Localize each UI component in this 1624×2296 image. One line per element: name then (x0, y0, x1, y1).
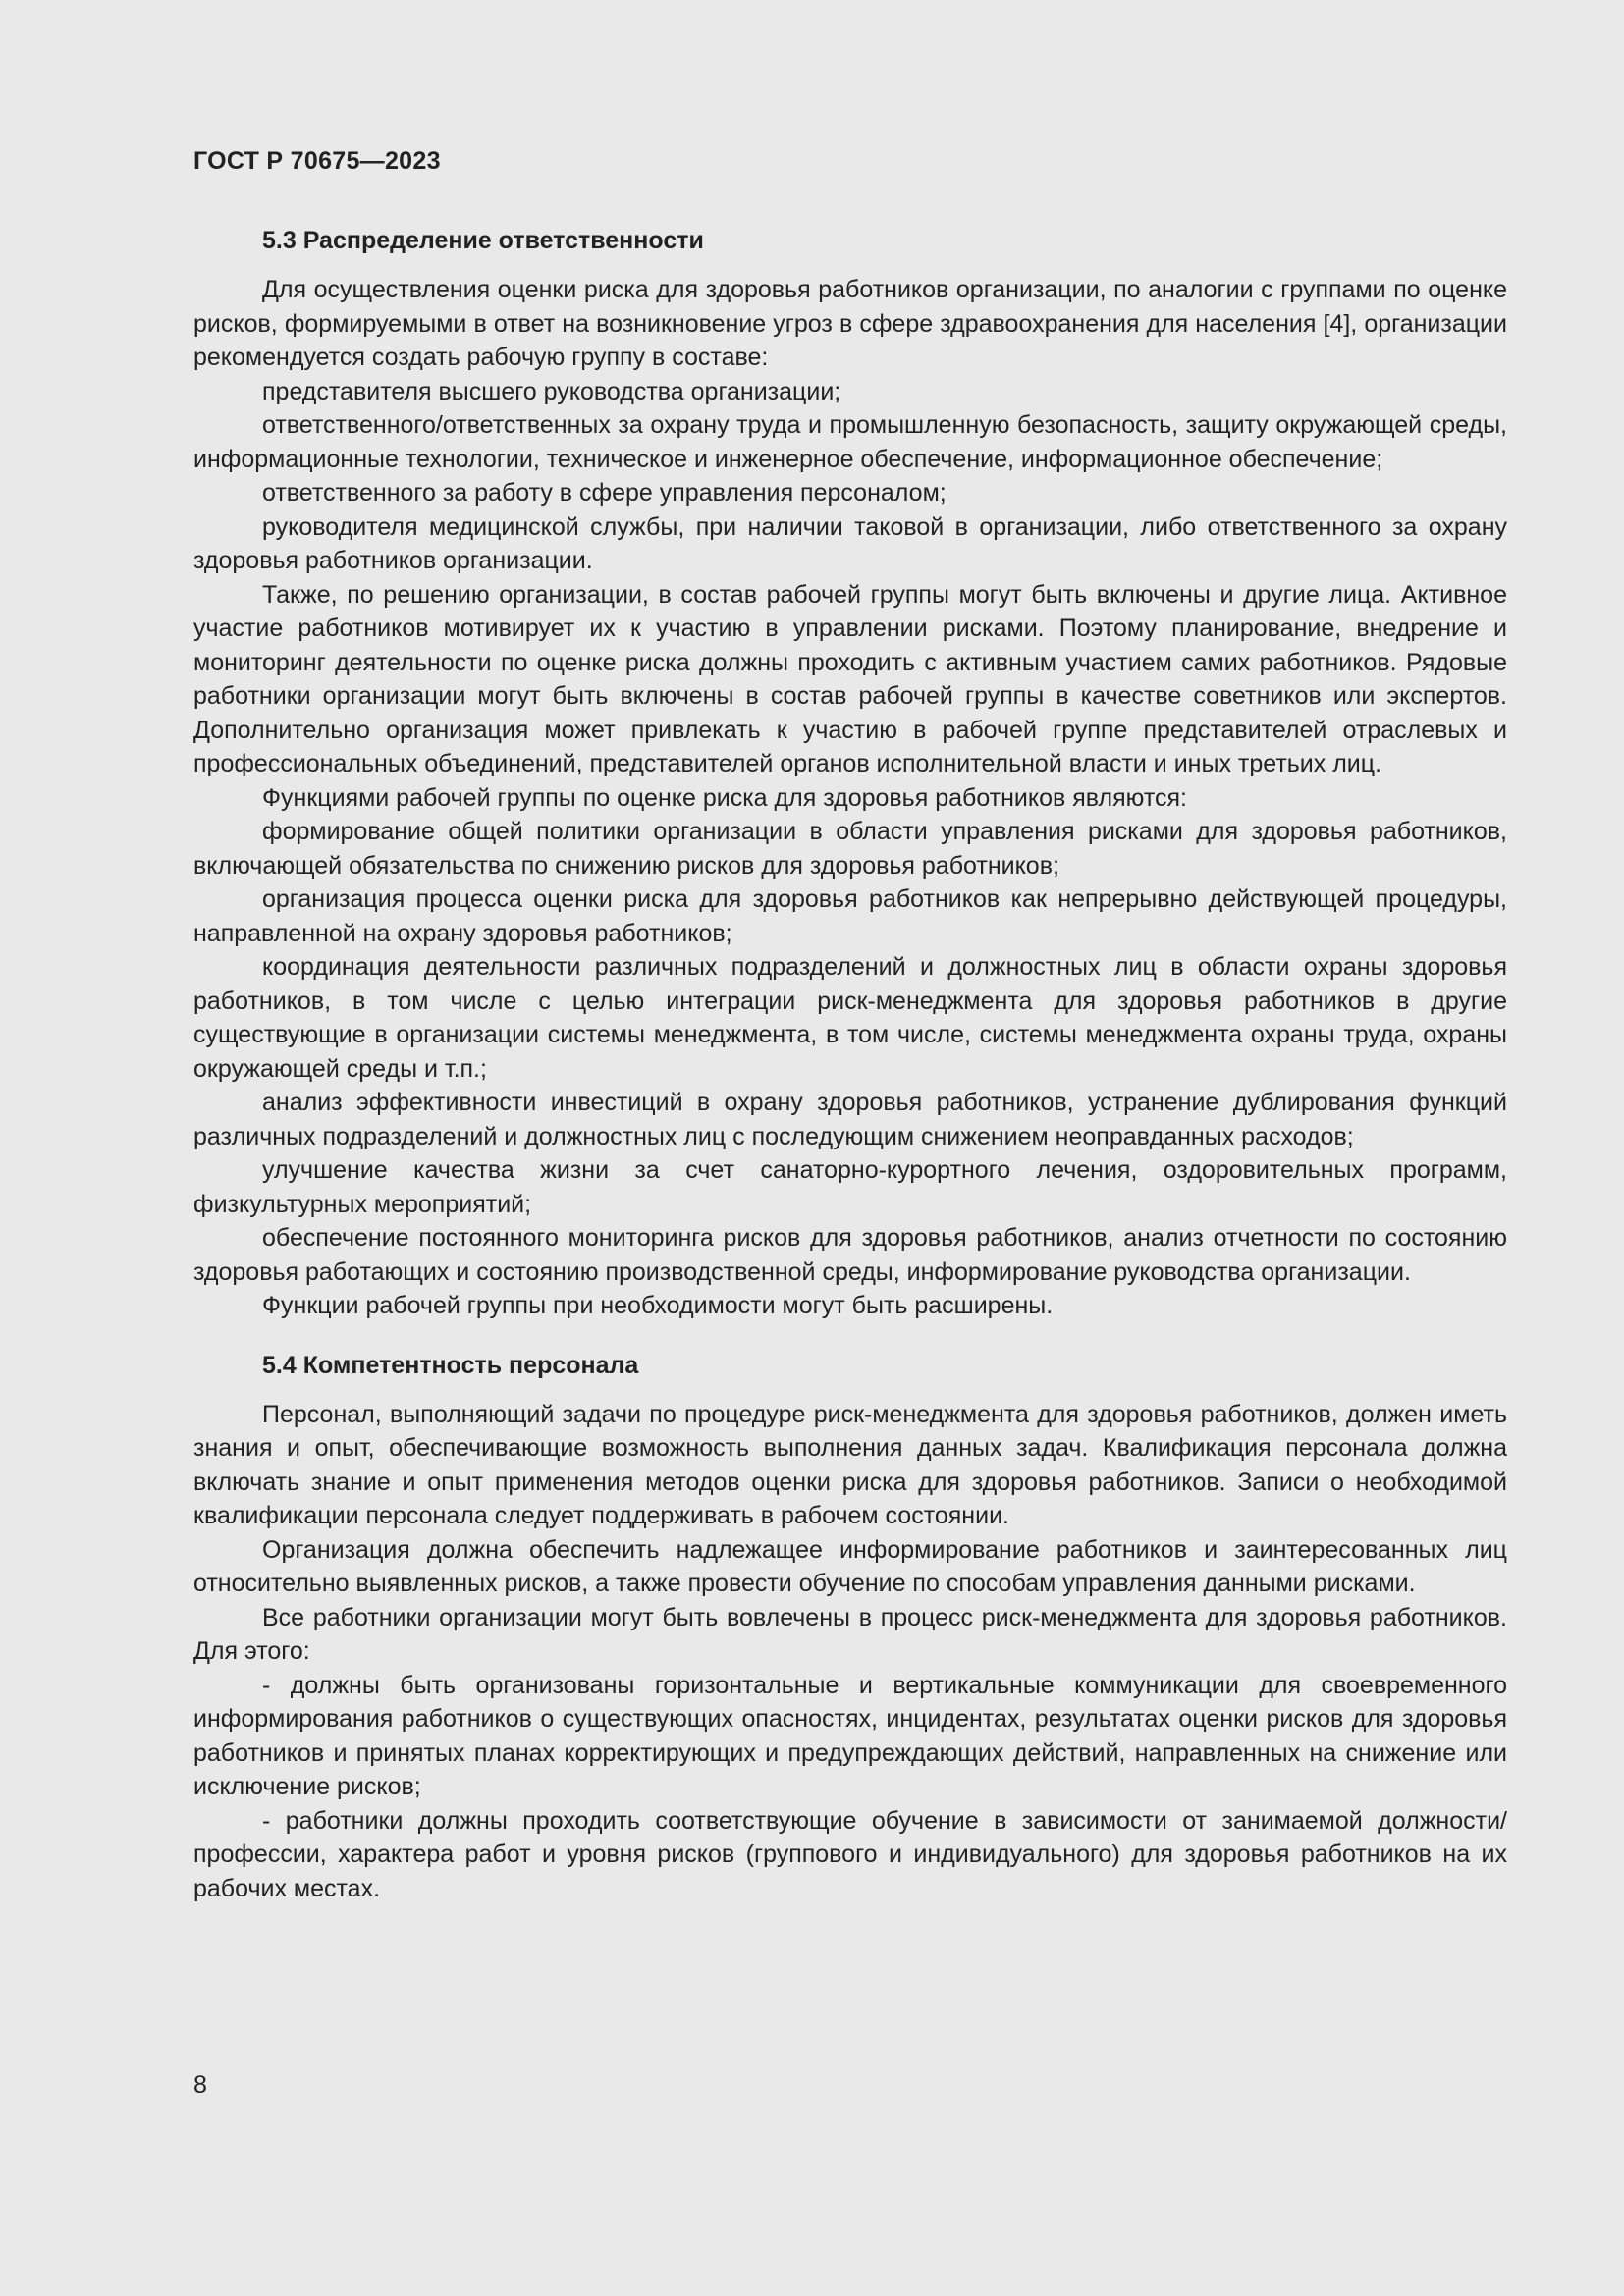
paragraph: - работники должны проходить соответствующие обучение в зависимости от занимаемой должности/профессии, характера работ и уровня рисков (группового и индивидуального) для здоровья работников на их рабочих местах. (193, 1806, 1507, 1902)
paragraph: обеспечение постоянного мониторинга рисков для здоровья работников, анализ отчетности по состоянию здоровья работающих и состоянию производственной среды, информирование руководства организации. (193, 1224, 1507, 1286)
section-5-3-heading: 5.3 Распределение ответственности (262, 227, 704, 254)
document-code: ГОСТ Р 70675—2023 (193, 147, 441, 175)
paragraph: представителя высшего руководства организации; (262, 377, 841, 405)
paragraph: Персонал, выполняющий задачи по процедуре риск-менеджмента для здоровья работников, должен иметь знания и опыт, обеспечивающие возможность выполнения данных задач. Квалификация персонала должна включать знание и опыт применения методов оценки риска для здоровья работников. Записи о необходимой квалификации персонала следует поддерживать в рабочем состоянии. (193, 1400, 1507, 1529)
section-5-4-heading: 5.4 Компетентность персонала (262, 1351, 639, 1379)
paragraph: Также, по решению организации, в состав рабочей группы могут быть включены и другие лица. Активное участие работников мотивирует их к участию в управлении рисками. Поэтому планирование, внедрение и мониторинг деятельности по оценке риска должны проходить с активным участием самих работников. Рядовые работники организации могут быть включены в состав рабочей группы в качестве советников или экспертов. Дополнительно организация может привлекать к участию в рабочей группе представителей отраслевых и профессиональных объединений, представителей органов исполнительной власти и иных третьих лиц. (193, 580, 1507, 777)
page-body (193, 224, 1507, 1905)
page-number: 8 (193, 2071, 207, 2099)
paragraph: организация процесса оценки риска для здоровья работников как непрерывно действующей процедуры, направленной на охрану здоровья работников; (193, 885, 1507, 947)
paragraph: координация деятельности различных подразделений и должностных лиц в области охраны здоровья работников, в том числе с целью интеграции риск-менеджмента для здоровья работников в другие существующие в организации системы менеджмента, в том числе, системы менеджмента охраны труда, охраны окружающей среды и т.п.; (193, 953, 1507, 1083)
paragraph: ответственного/ответственных за охрану труда и промышленную безопасность, защиту окружающей среды, информационные технологии, техническое и инженерное обеспечение, информационное обеспечение; (193, 411, 1507, 473)
paragraph: Организация должна обеспечить надлежащее информирование работников и заинтересованных лиц относительно выявленных рисков, а также провести обучение по способам управления данными рисками. (193, 1535, 1507, 1597)
paragraph: анализ эффективности инвестиций в охрану здоровья работников, устранение дублирования функций различных подразделений и должностных лиц с последующим снижением неоправданных расходов; (193, 1089, 1507, 1150)
paragraph: Функции рабочей группы при необходимости могут быть расширены. (262, 1292, 1054, 1319)
paragraph: формирование общей политики организации в области управления рисками для здоровья работников, включающей обязательства по снижению рисков для здоровья работников; (193, 818, 1507, 880)
paragraph: улучшение качества жизни за счет санаторно-курортного лечения, оздоровительных программ, физкультурных мероприятий; (193, 1156, 1507, 1218)
paragraph: ответственного за работу в сфере управления персоналом; (262, 479, 947, 507)
paragraph: Все работники организации могут быть вовлечены в процесс риск-менеджмента для здоровья работников. Для этого: (193, 1603, 1507, 1665)
paragraph: - должны быть организованы горизонтальные и вертикальные коммуникации для своевременного информирования работников о существующих опасностях, инцидентах, результатах оценки рисков для здоровья работников и принятых планах корректирующих и предупреждающих действий, направленных на снижение или исключение рисков; (193, 1671, 1507, 1800)
paragraph: Для осуществления оценки риска для здоровья работников организации, по аналогии с группами по оценке рисков, формируемыми в ответ на возникновение угроз в сфере здравоохранения для населения [4], организации рекомендуется создать рабочую группу в составе: (193, 276, 1507, 371)
paragraph: руководителя медицинской службы, при наличии таковой в организации, либо ответственного за охрану здоровья работников организации. (193, 512, 1507, 574)
paragraph: Функциями рабочей группы по оценке риска для здоровья работников являются: (262, 783, 1187, 812)
